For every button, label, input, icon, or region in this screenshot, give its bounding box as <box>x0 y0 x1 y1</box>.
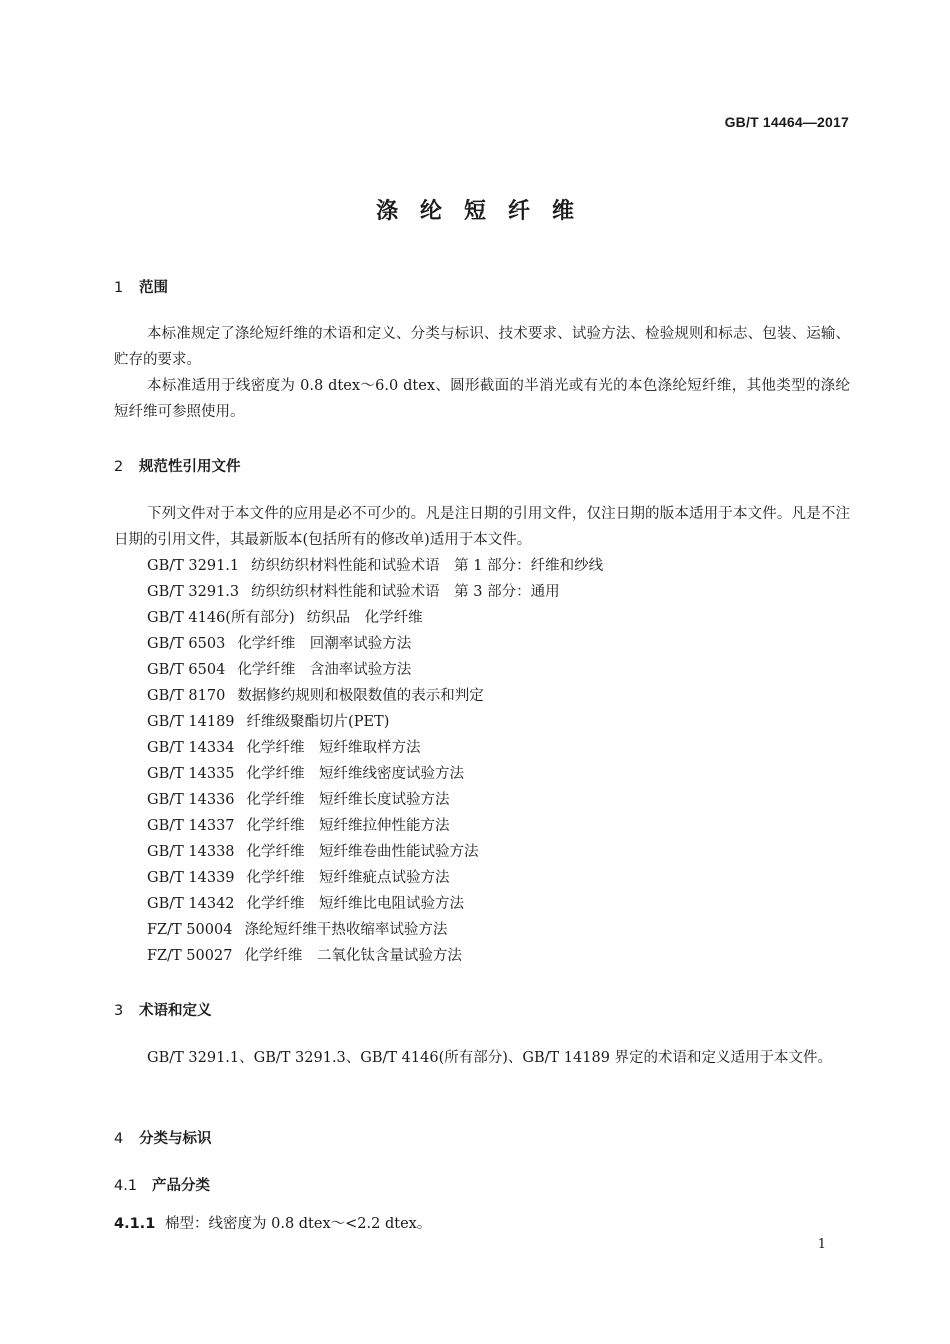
reference-code: GB/T 8170 <box>147 688 226 704</box>
reference-code: GB/T 3291.3 <box>147 584 240 600</box>
reference-item <box>147 631 603 657</box>
standard-code: GB/T 14464—2017 <box>724 114 849 130</box>
section-2-heading <box>114 455 241 476</box>
section-title: 规范性引用文件 <box>139 459 241 475</box>
reference-code: GB/T 6503 <box>147 636 226 652</box>
clause-text: 棉型：线密度为 0.8 dtex～<2.2 dtex。 <box>165 1216 432 1232</box>
reference-title: 化学纤维 含油率试验方法 <box>237 662 412 678</box>
reference-item <box>147 657 603 683</box>
reference-title: 纺织纺织材料性能和试验术语 第 3 部分：通用 <box>251 584 560 600</box>
reference-code: GB/T 4146(所有部分) <box>147 610 295 626</box>
reference-item <box>147 787 603 813</box>
reference-code: GB/T 3291.1 <box>147 558 240 574</box>
reference-title: 涤纶短纤维干热收缩率试验方法 <box>244 922 448 938</box>
section-number: 4 <box>114 1131 124 1147</box>
section-1-paragraph-2: 本标准适用于线密度为 0.8 dtex～6.0 dtex、圆形截面的半消光或有光的本色涤纶短纤维，其他类型的涤纶短纤维可参照使用。 <box>114 378 850 420</box>
reference-code: GB/T 14339 <box>147 870 235 886</box>
reference-title: 化学纤维 回潮率试验方法 <box>237 636 412 652</box>
section-title: 术语和定义 <box>139 1003 212 1019</box>
reference-item <box>147 917 603 943</box>
reference-title: 纺织纺织材料性能和试验术语 第 1 部分：纤维和纱线 <box>251 558 604 574</box>
reference-code: GB/T 14336 <box>147 792 235 808</box>
reference-code: GB/T 14334 <box>147 740 235 756</box>
reference-title: 化学纤维 短纤维取样方法 <box>246 740 421 756</box>
section-title: 产品分类 <box>152 1178 210 1194</box>
reference-item <box>147 865 603 891</box>
reference-title: 数据修约规则和极限数值的表示和判定 <box>237 688 484 704</box>
section-3-paragraph-1: GB/T 3291.1、GB/T 3291.3、GB/T 4146(所有部分)、GB/T 14189 界定的术语和定义适用于本文件。 <box>147 1050 833 1066</box>
reference-item <box>147 813 603 839</box>
reference-item <box>147 605 603 631</box>
section-1-heading <box>114 276 168 297</box>
reference-code: GB/T 14337 <box>147 818 235 834</box>
section-title: 范围 <box>139 280 168 296</box>
reference-code: GB/T 6504 <box>147 662 226 678</box>
reference-item <box>147 709 603 735</box>
clause-4-1-1 <box>114 1212 431 1233</box>
reference-item <box>147 761 603 787</box>
reference-title: 化学纤维 短纤维疵点试验方法 <box>246 870 450 886</box>
reference-code: GB/T 14189 <box>147 714 235 730</box>
section-1-paragraph-1: 本标准规定了涤纶短纤维的术语和定义、分类与标识、技术要求、试验方法、检验规则和标志、包装、运输、贮存的要求。 <box>114 326 850 368</box>
reference-code: FZ/T 50027 <box>147 948 233 964</box>
section-4-heading <box>114 1127 212 1148</box>
page-number: 1 <box>817 1237 826 1252</box>
reference-title: 纺织品 化学纤维 <box>306 610 423 626</box>
reference-code: GB/T 14342 <box>147 896 235 912</box>
reference-item <box>147 579 603 605</box>
reference-item <box>147 891 603 917</box>
section-number: 3 <box>114 1003 124 1019</box>
clause-number: 4.1.1 <box>114 1216 156 1232</box>
reference-title: 化学纤维 短纤维长度试验方法 <box>246 792 450 808</box>
section-number: 2 <box>114 459 124 475</box>
reference-code: GB/T 14338 <box>147 844 235 860</box>
reference-item <box>147 943 603 969</box>
reference-item <box>147 553 603 579</box>
reference-code: GB/T 14335 <box>147 766 235 782</box>
section-number: 1 <box>114 280 124 296</box>
reference-title: 化学纤维 短纤维比电阻试验方法 <box>246 896 465 912</box>
section-title: 分类与标识 <box>139 1131 212 1147</box>
document-title: 涤纶短纤维 <box>375 199 596 224</box>
reference-code: FZ/T 50004 <box>147 922 233 938</box>
reference-title: 化学纤维 短纤维拉伸性能方法 <box>246 818 450 834</box>
normative-reference-list <box>147 553 603 969</box>
section-2-paragraph-1: 下列文件对于本文件的应用是必不可少的。凡是注日期的引用文件，仅注日期的版本适用于本文件。凡是不注日期的引用文件，其最新版本(包括所有的修改单)适用于本文件。 <box>114 506 850 548</box>
reference-title: 化学纤维 短纤维卷曲性能试验方法 <box>246 844 479 860</box>
section-number: 4.1 <box>114 1178 138 1194</box>
reference-item <box>147 683 603 709</box>
section-4-1-heading <box>114 1174 210 1195</box>
reference-title: 纤维级聚酯切片(PET) <box>246 714 390 730</box>
reference-item <box>147 839 603 865</box>
reference-item <box>147 735 603 761</box>
section-3-heading <box>114 999 212 1020</box>
reference-title: 化学纤维 二氧化钛含量试验方法 <box>244 948 462 964</box>
reference-title: 化学纤维 短纤维线密度试验方法 <box>246 766 465 782</box>
